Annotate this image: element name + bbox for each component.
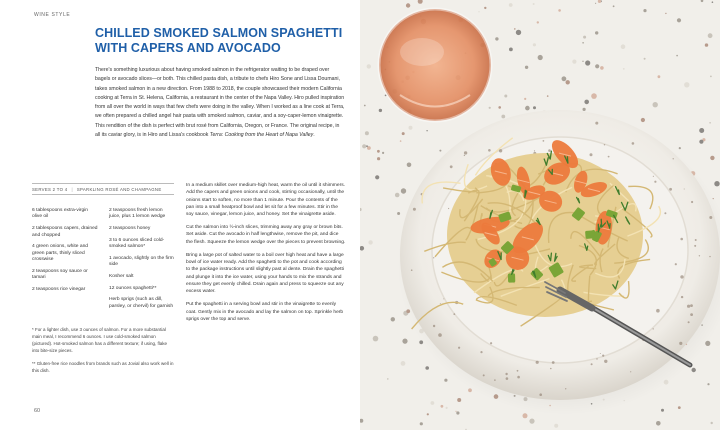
plate-speckle	[709, 216, 712, 219]
method-steps	[186, 182, 346, 329]
speckle	[583, 108, 586, 111]
speckle	[710, 156, 714, 160]
plate-speckle	[673, 158, 674, 159]
speckle	[621, 44, 626, 49]
speckle	[533, 106, 536, 109]
recipe-photo	[360, 0, 720, 430]
speckle	[583, 36, 586, 39]
speckle	[525, 106, 530, 111]
plate-speckle	[653, 176, 654, 177]
speckle	[401, 188, 406, 193]
plate-speckle	[653, 328, 654, 329]
speckle	[478, 11, 479, 12]
avocado-cube	[585, 230, 595, 239]
speckle	[420, 422, 423, 425]
plate-speckle	[591, 363, 593, 365]
plate-speckle	[450, 165, 453, 168]
speckle	[425, 366, 429, 370]
ingredient: 12 ounces spaghetti**	[109, 285, 157, 291]
plate-speckle	[699, 255, 700, 256]
speckle	[529, 419, 534, 424]
speckle	[514, 28, 516, 30]
speckle	[653, 102, 658, 107]
speckle	[613, 5, 615, 7]
wine-pairing: SPARKLING ROSÉ AND CHAMPAGNE	[76, 187, 162, 192]
plate-speckle	[536, 361, 539, 364]
plate-speckle	[543, 140, 545, 142]
plate-speckle	[433, 325, 435, 327]
speckle	[395, 193, 400, 198]
speckle	[699, 140, 703, 144]
plate-speckle	[490, 342, 492, 344]
plate-speckle	[680, 238, 683, 241]
plate-speckle	[480, 351, 482, 353]
speckle	[377, 150, 380, 153]
speckle	[504, 95, 507, 98]
speckle	[400, 140, 402, 142]
speckle	[714, 181, 719, 186]
speckle	[402, 132, 405, 135]
speckle	[495, 37, 498, 40]
speckle	[709, 122, 711, 124]
plate-speckle	[595, 122, 598, 125]
serves-label: SERVES 2 TO 4	[32, 187, 68, 192]
cookbook-title: Terra: Cooking from the Heart of Napa Valley	[209, 132, 314, 139]
footnotes	[32, 326, 174, 380]
speckle	[379, 109, 382, 112]
speckle	[562, 76, 567, 81]
ingredient: 6 tablespoons extra-virgin olive oil	[32, 208, 89, 220]
ingredient: Herb sprigs (such as dill, parsley, or chervil) for garnish	[109, 297, 174, 309]
speckle	[684, 82, 689, 87]
ingredient: 1 avocado, slightly on the firm side	[109, 255, 174, 268]
speckle	[712, 1, 714, 3]
speckle	[455, 411, 456, 412]
speckle	[591, 93, 597, 99]
speckle	[409, 126, 413, 130]
speckle	[661, 409, 664, 412]
speckle	[441, 405, 444, 408]
speckle	[406, 3, 410, 7]
plate-speckle	[679, 342, 682, 345]
plate-speckle	[608, 156, 610, 158]
plate-speckle	[669, 188, 672, 191]
speckle	[554, 424, 558, 428]
speckle	[538, 55, 543, 60]
speckle	[533, 3, 535, 5]
speckle	[641, 118, 645, 122]
plate-speckle	[494, 379, 496, 381]
plate-speckle	[550, 368, 552, 370]
speckle	[524, 98, 526, 100]
speckle	[456, 411, 459, 414]
speckle	[677, 18, 681, 22]
plate-speckle	[675, 263, 677, 265]
speckle	[525, 66, 528, 69]
ingredient: 4 green onions, white and green parts, thinly sliced crosswise	[32, 244, 89, 263]
plate-speckle	[590, 153, 593, 156]
plate-speckle	[443, 298, 444, 299]
speckle	[373, 336, 379, 342]
plate-speckle	[517, 376, 520, 379]
speckle	[643, 9, 646, 12]
speckle	[366, 145, 368, 147]
speckle	[457, 398, 461, 402]
plate-speckle	[664, 212, 666, 214]
plate-speckle	[411, 269, 413, 271]
speckle	[537, 21, 539, 23]
plate-speckle	[602, 355, 604, 357]
plate-speckle	[534, 150, 535, 151]
intro-paragraph	[95, 66, 345, 140]
plate-speckle	[499, 149, 502, 152]
speckle	[585, 60, 590, 65]
speckle	[533, 43, 536, 46]
recipe-title-line-2: WITH CAPERS AND AVOCADO	[95, 41, 281, 55]
plate-speckle	[488, 149, 491, 152]
plate-speckle	[458, 347, 460, 349]
speckle	[362, 144, 366, 148]
speckle	[644, 58, 646, 60]
plate-speckle	[694, 245, 696, 247]
ingredient: Kosher salt	[109, 274, 134, 280]
speckle	[566, 80, 570, 84]
method-step: Put the spaghetti in a serving bowl and stir in the vinaigrette to evenly coat. Gently mix in the avocado and lay the salmon on top. Sprinkle herb sprigs over the top and serve.	[186, 302, 344, 322]
plate-speckle	[654, 181, 656, 183]
method-step: In a medium skillet over medium-high heat, warm the oil until it shimmers. Add the capers and green onions and cook, stirring occasionally, until the onions start to soften, no more than 1 minute. Pour the contents of the pan into a small heatproof bowl and let sit for a few minutes. Stir in the soy sauce, vinegar, lemon juice, and honey. Set the vinaigrette aside.	[186, 183, 346, 218]
plate-speckle	[453, 313, 455, 315]
speckle	[427, 413, 429, 415]
recipe-title-line-1: CHILLED SMOKED SALMON SPAGHETTI	[95, 26, 343, 40]
plate-speckle	[632, 142, 635, 145]
serves-bar	[32, 183, 174, 195]
speckle	[509, 3, 513, 7]
speckle	[558, 9, 561, 12]
footnote: ** Gluten-free rice noodles from brands such as Jovial also work well in this dish.	[32, 361, 174, 373]
speckle	[656, 421, 661, 426]
speckle	[397, 212, 400, 215]
speckle	[407, 163, 412, 168]
ingredient: 3 to 6 ounces sliced cold-smoked salmon*	[109, 237, 165, 250]
speckle	[426, 130, 427, 131]
ingredient: 2 teaspoons rice vinegar	[32, 286, 86, 292]
running-head: WINE STYLE	[34, 12, 71, 18]
plate-speckle	[517, 370, 519, 372]
plate-speckle	[505, 373, 507, 375]
speckle	[501, 115, 505, 119]
ingredients-column-2	[109, 208, 175, 316]
speckle	[402, 339, 407, 344]
speckle	[707, 383, 709, 385]
recipe-title	[95, 26, 345, 56]
speckle	[498, 106, 501, 109]
plate-speckle	[483, 374, 485, 376]
plate-speckle	[433, 257, 434, 258]
speckle	[431, 401, 435, 405]
speckle	[365, 131, 369, 135]
plate-speckle	[548, 149, 551, 152]
plate-speckle	[709, 256, 710, 257]
speckle	[368, 240, 372, 244]
speckle	[582, 61, 583, 62]
ingredient: 2 teaspoons fresh lemon juice, plus 1 lemon wedge	[109, 208, 166, 220]
plate-speckle	[604, 360, 607, 363]
speckle	[582, 42, 584, 44]
speckle	[595, 64, 599, 68]
plate-speckle	[688, 321, 690, 323]
speckle	[547, 95, 549, 97]
speckle	[367, 64, 371, 68]
speckle	[516, 30, 521, 35]
plate-speckle	[684, 189, 685, 190]
plate-speckle	[690, 313, 693, 316]
speckle	[439, 150, 441, 152]
speckle	[584, 100, 589, 105]
speckle	[600, 66, 604, 70]
plate-speckle	[438, 333, 442, 337]
speckle	[364, 105, 366, 107]
speckle	[623, 68, 625, 70]
ingredient: 2 teaspoons soy sauce or tamari	[32, 268, 88, 281]
footnote: * For a lighter dish, use 3 ounces of salmon. For a more substantial main meal, I recommend 6 ounces. I use cold-smoked salmon (pictured). Hot-smoked salmon has a different texture; if using, flake into bite-size pieces.	[32, 327, 167, 353]
rose-wine-glass	[379, 9, 491, 121]
plate-speckle	[630, 371, 631, 372]
plate-speckle	[413, 208, 416, 211]
plate-speckle	[695, 239, 697, 241]
speckle	[678, 406, 681, 409]
speckle	[391, 317, 395, 321]
speckle	[387, 378, 389, 380]
speckle	[523, 413, 528, 418]
speckle	[676, 55, 678, 57]
speckle	[699, 128, 704, 133]
plate-speckle	[687, 305, 690, 308]
plate-speckle	[506, 377, 509, 380]
plate-speckle	[464, 151, 467, 154]
speckle	[377, 157, 380, 160]
plate-speckle	[565, 388, 566, 389]
plate-speckle	[539, 393, 542, 396]
plate-speckle	[680, 275, 683, 278]
plate-speckle	[448, 208, 449, 209]
speckle	[444, 379, 447, 382]
speckle	[572, 60, 576, 64]
speckle	[710, 76, 712, 78]
plate-speckle	[464, 155, 465, 156]
speckle	[489, 107, 491, 109]
speckle	[679, 147, 681, 149]
speckle	[484, 7, 486, 9]
plate-speckle	[656, 309, 660, 313]
speckle	[658, 75, 661, 78]
plate-speckle	[440, 303, 441, 304]
plate-speckle	[604, 144, 605, 145]
ingredients-column-1	[32, 208, 98, 299]
plate-speckle	[681, 296, 683, 298]
plate-speckle	[596, 358, 597, 359]
speckle	[509, 48, 513, 52]
plate-speckle	[691, 201, 693, 203]
speckle	[665, 13, 666, 14]
plate-speckle	[600, 353, 601, 354]
separator: |	[71, 187, 73, 192]
plate-speckle	[690, 304, 693, 307]
method-step: Cut the salmon into ½-inch slices, trimming away any gray or brown bits. Set aside. Cut the avocado in half lengthwise, remove the pit, and dice the flesh. Squeeze the lemon wedge over the pieces to prevent browning.	[186, 225, 346, 245]
intro-text: There's something luxurious about having smoked salmon in the refrigerator waiting to be draped over bagels or avocado slices—or both. This chilled pasta dish, a tribute to chefs Hiro Sone and Lissa Doumani, takes smoked salmon in a new direction. From 1988 to 2018, the couple showcased their modern California cooking at Terra in St. Helena, California, a restaurant in the center of the Napa Valley. Hiro pulled inspiration from all over the world in ways that few chefs were doing in the valley. When I worked as a line cook at Terra, we often prepared a chilled angel hair pasta with smoked salmon, caviar, and a soy-caper-lemon vinaigrette. This rendition of the dish is perfect with brut rosé from California, Oregon, or France. The original recipe, in all its caviar glory, is in Hiro and Lissa's cookbook	[95, 67, 345, 139]
pasta-plate-illustration	[360, 0, 720, 430]
speckle	[711, 422, 713, 424]
speckle	[692, 368, 696, 372]
speckle	[375, 175, 379, 179]
speckle	[401, 361, 406, 366]
ingredient: 2 tablespoons capers, drained and chopped	[32, 226, 98, 238]
page-number: 60	[34, 408, 41, 414]
speckle	[595, 3, 596, 4]
plate-speckle	[552, 361, 555, 364]
intro-end: .	[313, 132, 315, 139]
method-step: Bring a large pot of salted water to a boil over high heat and have a large bowl of ice water ready. Add the spaghetti to the pot and cook according to the package instructions until slightly past al dente. Drain the spaghetti and plunge it into the ice water, using your hands to mix the strands and ensure they get evenly chilled. Drain again and press to squeeze out any excess water.	[186, 252, 344, 295]
speckle	[382, 152, 384, 154]
speckle	[595, 31, 598, 34]
speckle	[705, 43, 708, 46]
ingredient: 2 teaspoons honey	[109, 226, 151, 232]
speckle	[446, 407, 448, 409]
speckle	[708, 33, 713, 38]
